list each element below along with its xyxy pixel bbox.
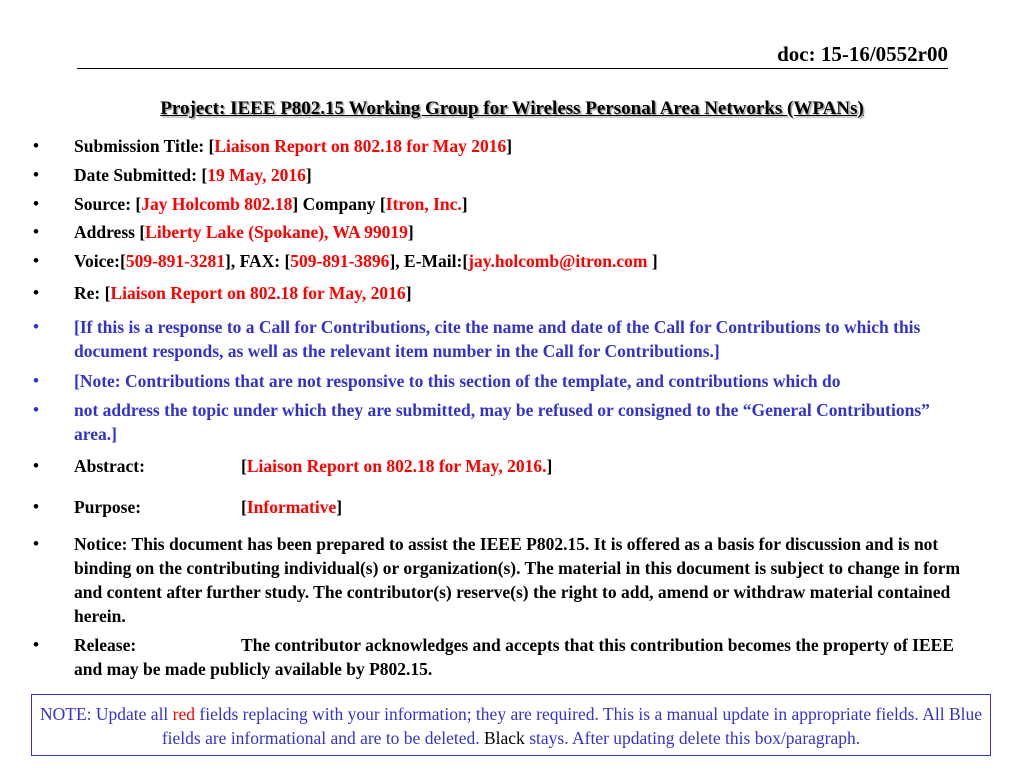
abstract-value: Liaison Report on 802.18 for May, 2016. — [246, 456, 547, 476]
project-title: Project: IEEE P802.15 Working Group for Wireless Personal Area Networks (WPANs) — [160, 98, 864, 119]
header-rule — [77, 68, 948, 69]
fax-value: 509-891-3896 — [290, 251, 390, 271]
bullet: • — [33, 317, 39, 336]
source-line: Source: [Jay Holcomb 802.18] Company [Itron, Inc.] — [74, 194, 468, 214]
date-submitted-value: 19 May, 2016 — [207, 165, 306, 185]
bullet: • — [33, 371, 39, 390]
address-line: Address [Liberty Lake (Spokane), WA 99019] — [74, 222, 414, 242]
notice-paragraph: Notice: This document has been prepared to assist the IEEE P802.15. It is offered as a basis for discussion and is not binding on the contributing individual(s) or organization(s). The material in this document is subject to change in form and content after further study. The contributor(s) reserve(s) the right to add, amend or withdraw material contained herein. — [74, 534, 961, 626]
purpose-line: Purpose: [Informative] — [74, 497, 343, 517]
bullet: • — [33, 497, 39, 516]
bullet: • — [33, 635, 39, 654]
submission-title-value: Liaison Report on 802.18 for May 2016 — [214, 136, 507, 156]
update-note-box: NOTE: Update all red fields replacing with your information; they are required. This is a manual update in appropriate fields. All Blue fields are informational and are to be deleted. Black stays. After updating delete this box/paragraph. — [31, 694, 991, 756]
bullet: • — [33, 456, 39, 475]
bullet: • — [33, 283, 39, 302]
source-value: Jay Holcomb 802.18 — [141, 194, 293, 214]
date-submitted-line: Date Submitted: [19 May, 2016] — [74, 165, 312, 185]
doc-id: doc: 15-16/0552r00 — [777, 42, 948, 66]
release-paragraph: Release: The contributor acknowledges and accepts that this contribution becomes the property of IEEE and may be made publicly available by P802.15. — [74, 635, 954, 679]
bullet: • — [33, 165, 39, 184]
bullet: • — [33, 136, 39, 155]
bullet: • — [33, 194, 39, 213]
abstract-line: Abstract: [Liaison Report on 802.18 for May, 2016.] — [74, 456, 553, 476]
contact-line: Voice:[509-891-3281], FAX: [509-891-3896], E-Mail:[jay.holcomb@itron.com ] — [74, 251, 658, 271]
submission-title-line: Submission Title: [Liaison Report on 802.18 for May 2016] — [74, 136, 513, 156]
bullet: • — [33, 251, 39, 270]
voice-value: 509-891-3281 — [125, 251, 225, 271]
contributions-note-2: not address the topic under which they are submitted, may be refused or consigned to the “General Contributions” area.] — [74, 400, 930, 444]
bullet: • — [33, 222, 39, 241]
re-line: Re: [Liaison Report on 802.18 for May, 2016] — [74, 283, 412, 303]
bullet: • — [33, 534, 39, 553]
call-for-contributions-note: [If this is a response to a Call for Contributions, cite the name and date of the Call for Contributions to which this document responds, as well as the relevant item number in the Call for Contributions.] — [74, 317, 921, 361]
email-value: jay.holcomb@itron.com — [468, 251, 648, 271]
contributions-note-1: [Note: Contributions that are not responsive to this section of the template, and contributions which do — [74, 371, 841, 391]
bullet: • — [33, 400, 39, 419]
re-value: Liaison Report on 802.18 for May, 2016 — [110, 283, 406, 303]
purpose-value: Informative — [246, 497, 337, 517]
address-value: Liberty Lake (Spokane), WA 99019 — [145, 222, 408, 242]
company-value: Itron, Inc. — [385, 194, 462, 214]
